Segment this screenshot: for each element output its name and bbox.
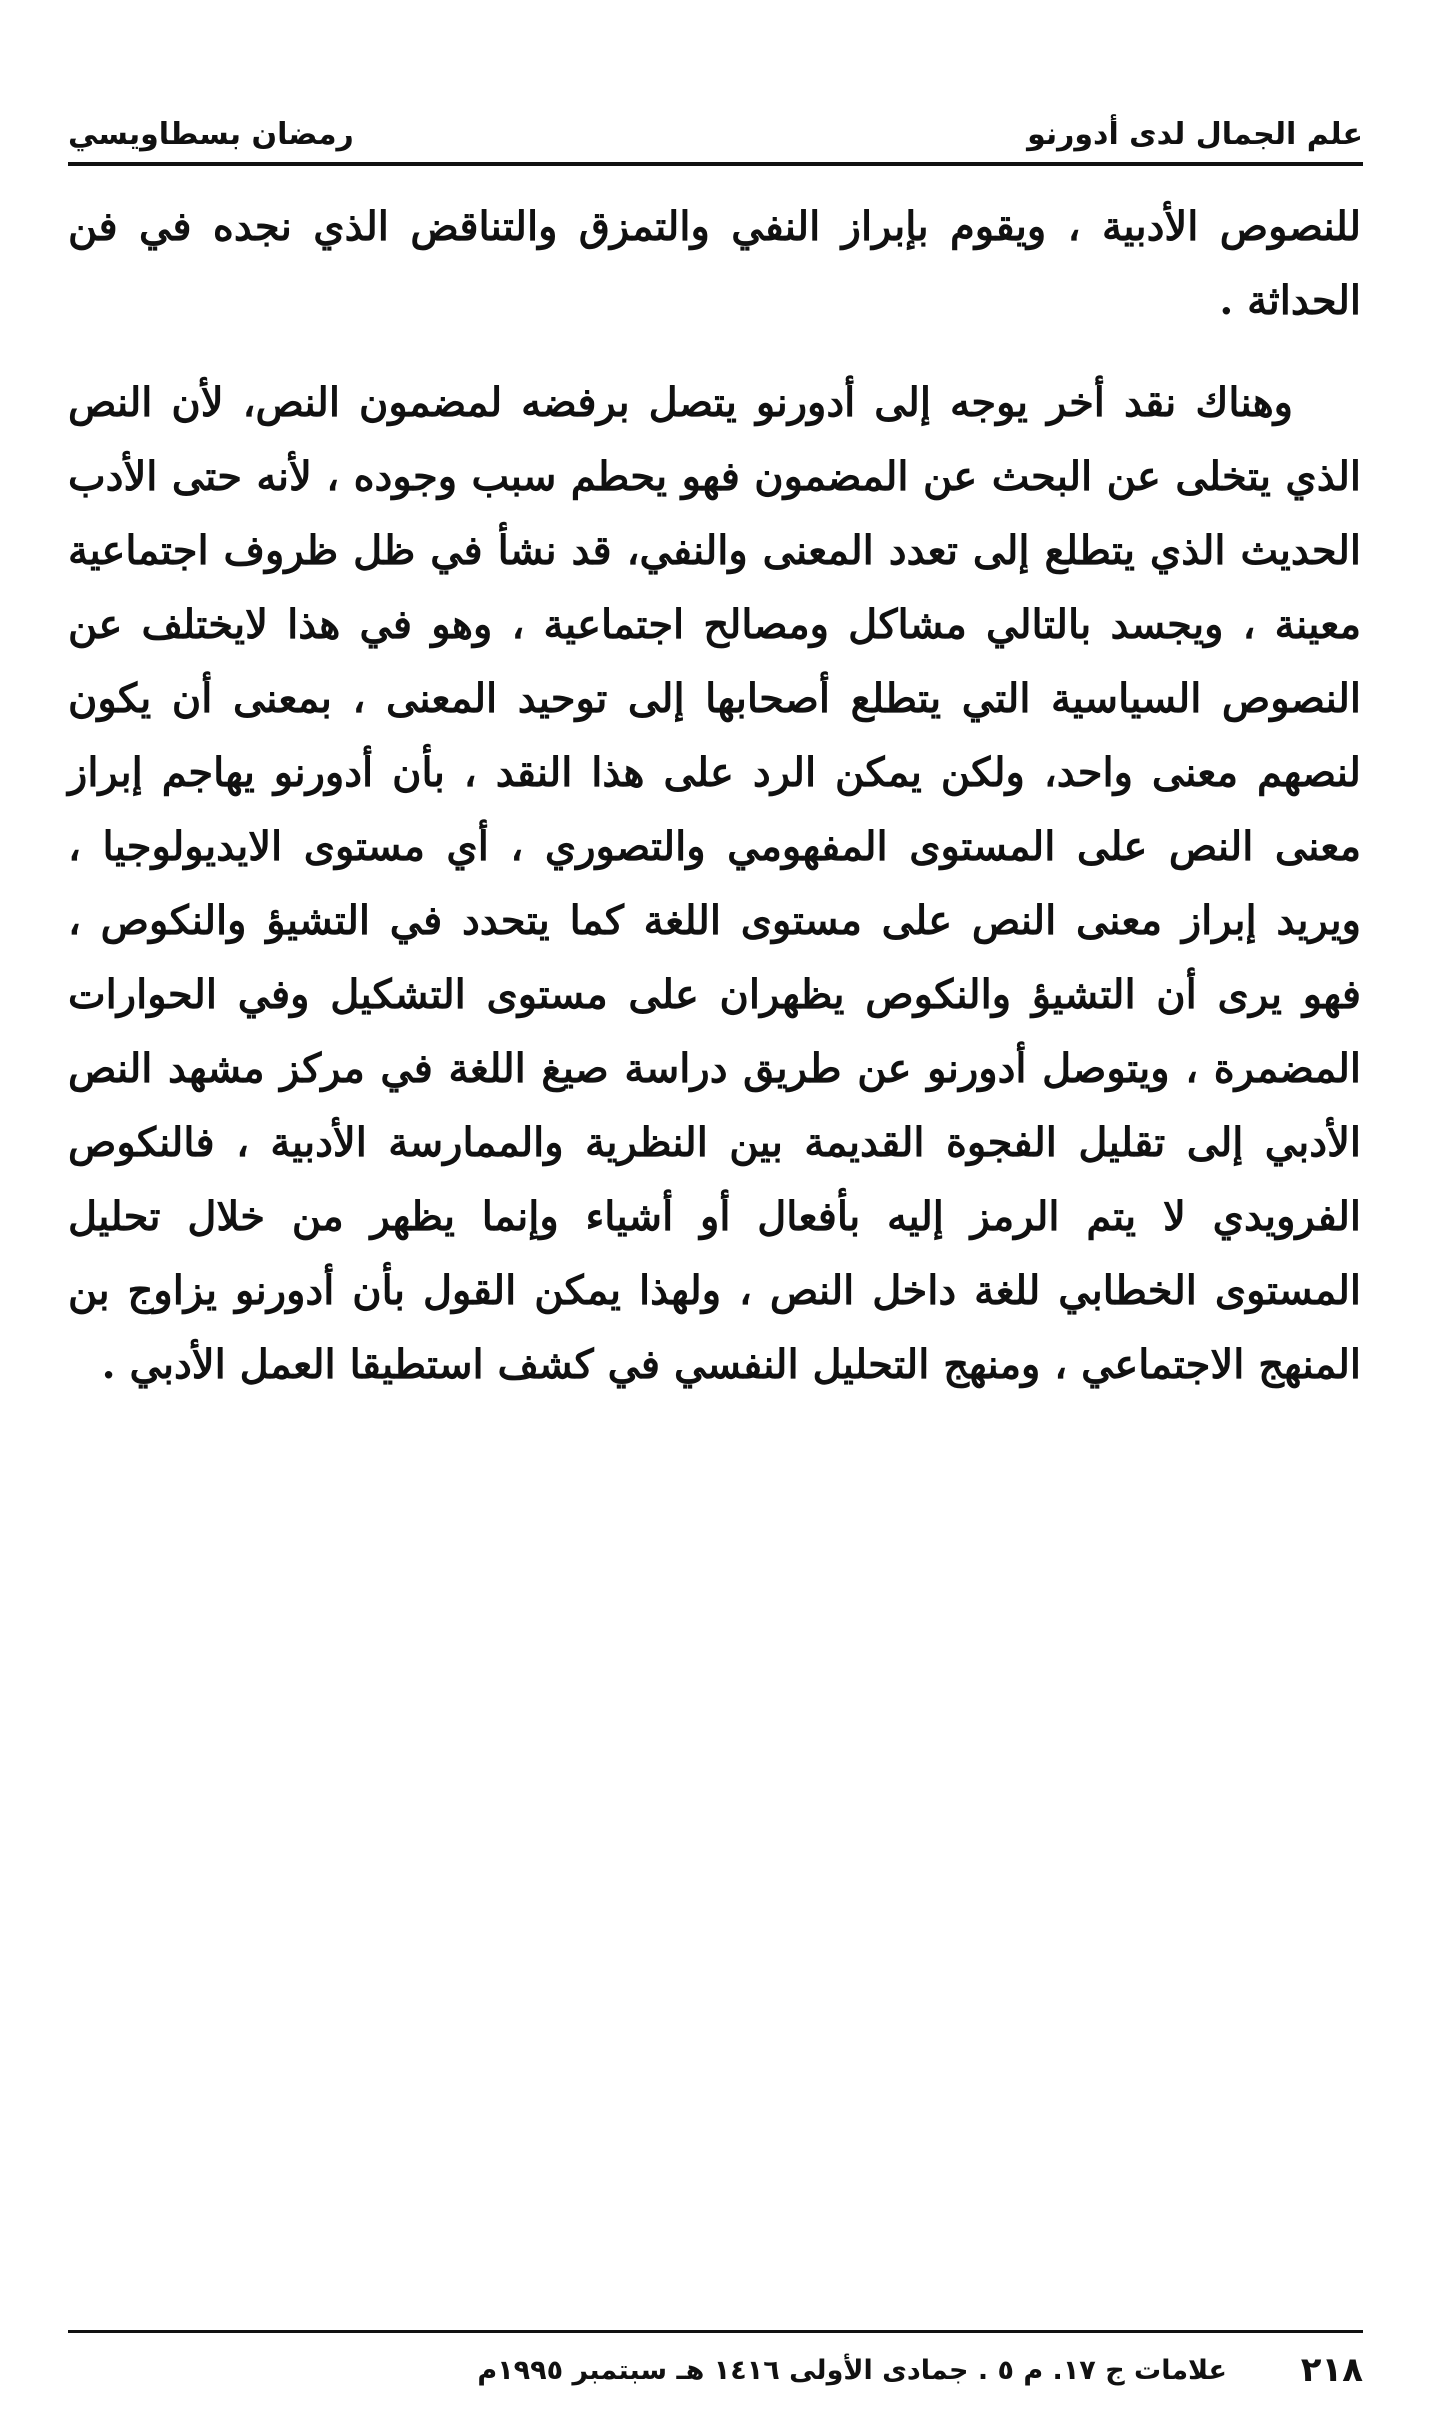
body-text: [68, 190, 1361, 1402]
journal-issue-info: علامات ج ١٧. م ٥ . جمادى الأولى ١٤١٦ هـ سبتمبر ١٩٩٥م: [477, 2354, 1227, 2386]
page-number: ٢١٨: [1300, 2350, 1363, 2390]
author-name: رمضان بسطاويسي: [68, 117, 354, 152]
header-rule: [68, 162, 1363, 166]
running-header: [68, 100, 1363, 160]
footer-rule: [68, 2330, 1363, 2333]
paragraph-2: وهناك نقد أخر يوجه إلى أدورنو يتصل برفضه لمضمون النص، لأن النص الذي يتخلى عن البحث عن المضمون فهو يحطم سبب وجوده ، لأنه حتى الأدب الحديث الذي يتطلع إلى تعدد المعنى والنفي، قد نشأ في ظل ظروف اجتماعية معينة ، ويجسد بالتالي مشاكل ومصالح اجتماعية ، وهو في هذا لايختلف عن النصوص السياسية التي يتطلع أصحابها إلى توحيد المعنى ، بمعنى أن يكون لنصهم معنى واحد، ولكن يمكن الرد على هذا النقد ، بأن أدورنو يهاجم إبراز معنى النص على المستوى المفهومي والتصوري ، أي مستوى الايديولوجيا ، ويريد إبراز معنى النص على مستوى اللغة كما يتحدد في التشيؤ والنكوص ، فهو يرى أن التشيؤ والنكوص يظهران على مستوى التشكيل وفي الحوارات المضمرة ، ويتوصل أدورنو عن طريق دراسة صيغ اللغة في مركز مشهد النص الأدبي إلى تقليل الفجوة القديمة بين النظرية والممارسة الأدبية ، فالنكوص الفرويدي لا يتم الرمز إليه بأفعال أو أشياء وإنما يظهر من خلال تحليل المستوى الخطابي للغة داخل النص ، ولهذا يمكن القول بأن أدورنو يزاوج بن المنهج الاجتماعي ، ومنهج التحليل النفسي في كشف استطيقا العمل الأدبي .: [68, 379, 1361, 1388]
paragraph-1: للنصوص الأدبية ، ويقوم بإبراز النفي والتمزق والتناقض الذي نجده في فن الحداثة .: [68, 203, 1362, 324]
running-footer: [68, 2343, 1363, 2397]
article-title: علم الجمال لدى أدورنو: [1027, 117, 1363, 152]
